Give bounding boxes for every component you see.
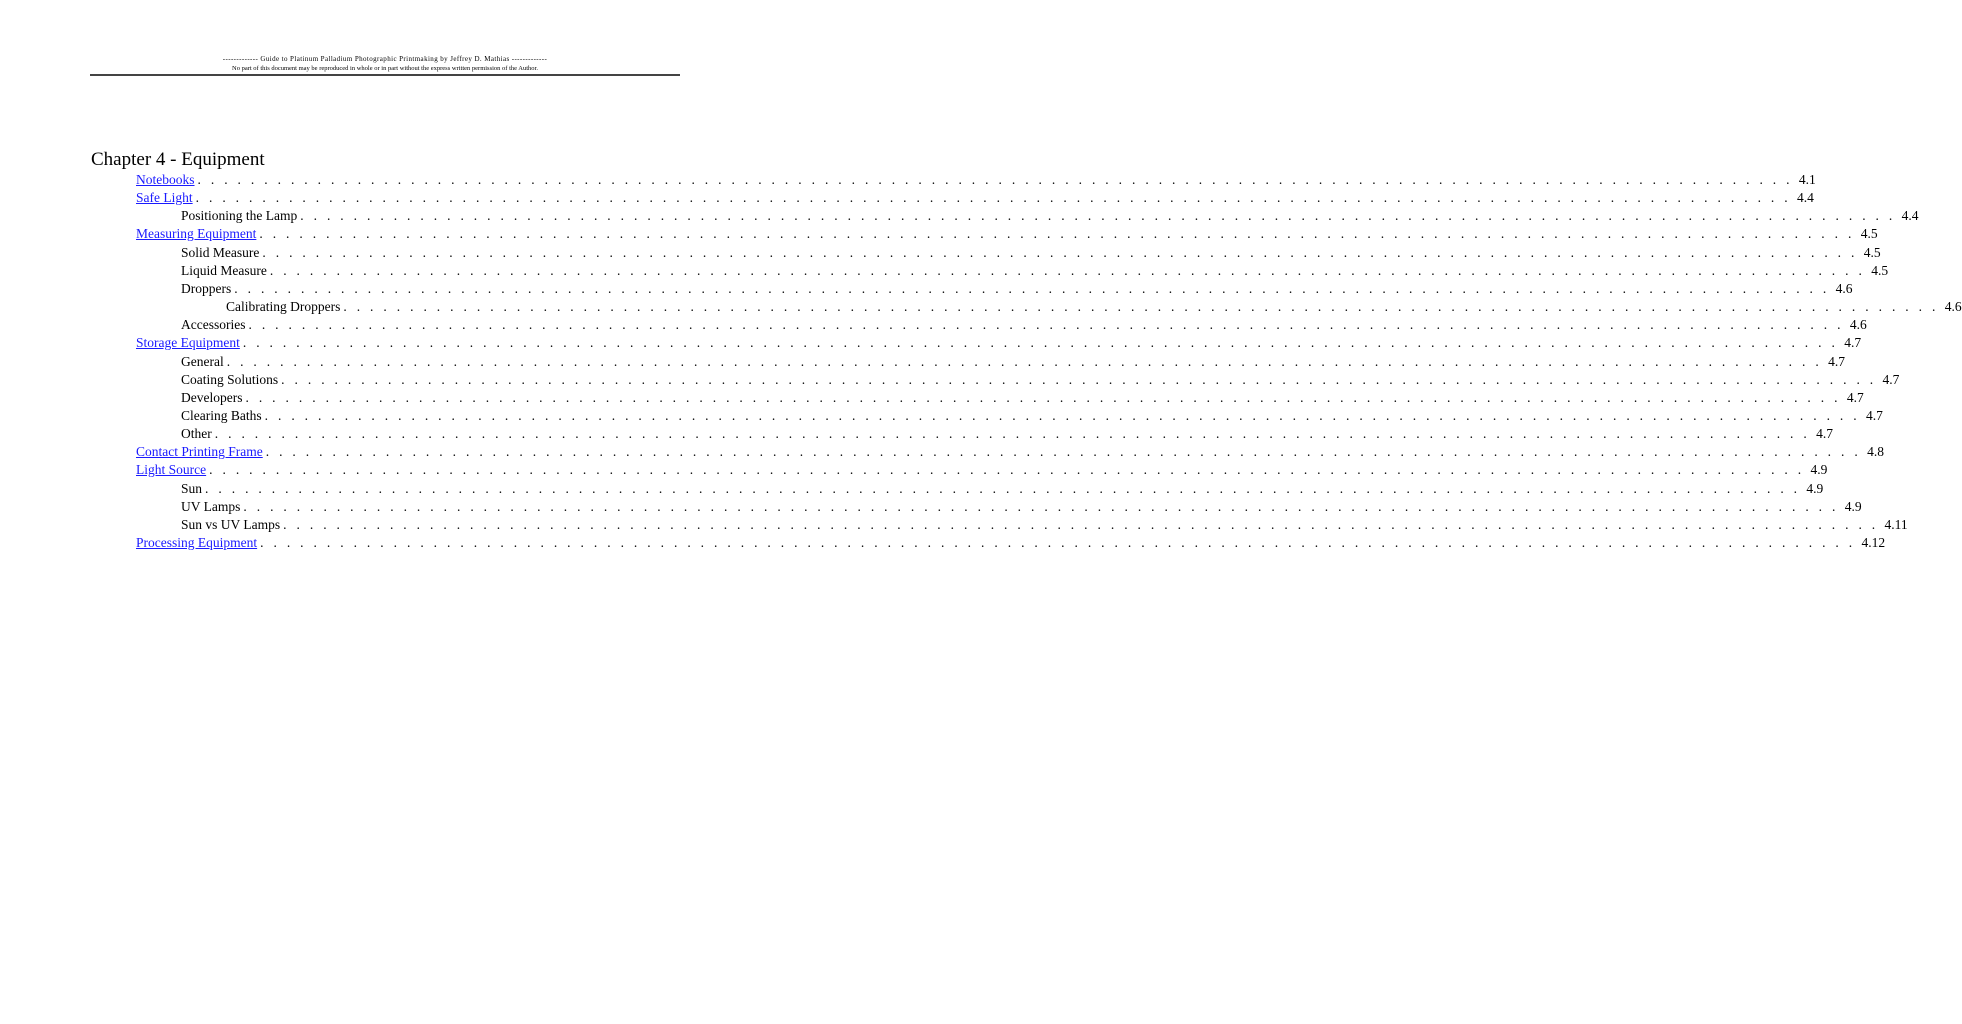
toc-leader-dots: . . . . . . . . . . . . . . . . . . . . . . . . . . . . . . . . . . . . . . . . . . . . . . . . . . . . . . . . . . . . . . . . . . . . . . . . . . . . . . . . . . . . . . . . . . . . . . . . . . . . . . . . . . . . . . . . . . . . . . . . bbox=[234, 280, 1830, 296]
toc-entry bbox=[181, 389, 1864, 407]
toc-entry bbox=[181, 353, 1845, 371]
toc-entry bbox=[181, 316, 1867, 334]
toc-link[interactable]: Processing Equipment bbox=[136, 535, 258, 550]
toc-entry[interactable] bbox=[136, 334, 1862, 352]
toc-page-number: 4.9 bbox=[1806, 480, 1824, 496]
toc-leader-dots: . . . . . . . . . . . . . . . . . . . . . . . . . . . . . . . . . . . . . . . . . . . . . . . . . . . . . . . . . . . . . . . . . . . . . . . . . . . . . . . . . . . . . . . . . . . . . . . . . . . . . . . . . . . . . . . . . . . . . . . . bbox=[343, 299, 1939, 315]
toc-page-number: 4.6 bbox=[1835, 280, 1853, 296]
toc-entry bbox=[181, 244, 1881, 262]
toc-label: Other bbox=[181, 426, 212, 442]
toc-entry bbox=[181, 262, 1889, 280]
toc-leader-dots: . . . . . . . . . . . . . . . . . . . . . . . . . . . . . . . . . . . . . . . . . . . . . . . . . . . . . . . . . . . . . . . . . . . . . . . . . . . . . . . . . . . . . . . . . . . . . . . . . . . . . . . . . . . . . . . . . . . . . . . . bbox=[248, 317, 1844, 333]
toc-page-number: 4.7 bbox=[1882, 371, 1900, 387]
toc-leader-dots: . . . . . . . . . . . . . . . . . . . . . . . . . . . . . . . . . . . . . . . . . . . . . . . . . . . . . . . . . . . . . . . . . . . . . . . . . . . . . . . . . . . . . . . . . . . . . . . . . . . . . . . . . . . . . . . . . . . . . . . . bbox=[269, 262, 1866, 278]
toc-leader-dots: . . . . . . . . . . . . . . . . . . . . . . . . . . . . . . . . . . . . . . . . . . . . . . . . . . . . . . . . . . . . . . . . . . . . . . . . . . . . . . . . . . . . . . . . . . . . . . . . . . . . . . . . . . . . . . . . . . . . . . . . bbox=[197, 172, 1793, 187]
toc-label: UV Lamps bbox=[181, 498, 241, 514]
toc-page-number: 4.12 bbox=[1861, 535, 1886, 550]
toc-leader-dots: . . . . . . . . . . . . . . . . . . . . . . . . . . . . . . . . . . . . . . . . . . . . . . . . . . . . . . . . . . . . . . . . . . . . . . . . . . . . . . . . . . . . . . . . . . . . . . . . . . . . . . . . . . . . . . . . . . . . . . . . bbox=[242, 335, 1839, 351]
toc-link[interactable]: Light Source bbox=[136, 462, 207, 478]
header-rule bbox=[90, 74, 680, 76]
header-title: ------------- Guide to Platinum Palladium Photographic Printmaking by Jeffrey D. Mathias ------------- bbox=[222, 55, 548, 63]
toc-page-number: 4.6 bbox=[1849, 317, 1867, 333]
toc-page-number: 4.1 bbox=[1798, 172, 1816, 187]
toc-link[interactable]: Safe Light bbox=[136, 190, 193, 206]
toc-label: Coating Solutions bbox=[181, 371, 279, 387]
running-header bbox=[90, 55, 680, 73]
toc-label: Sun vs UV Lamps bbox=[181, 516, 281, 532]
toc-page-number: 4.11 bbox=[1884, 516, 1908, 532]
toc-leader-dots: . . . . . . . . . . . . . . . . . . . . . . . . . . . . . . . . . . . . . . . . . . . . . . . . . . . . . . . . . . . . . . . . . . . . . . . . . . . . . . . . . . . . . . . . . . . . . . . . . . . . . . . . . . . . . . . . . . . . . . . . bbox=[214, 426, 1811, 442]
toc-leader-dots: . . . . . . . . . . . . . . . . . . . . . . . . . . . . . . . . . . . . . . . . . . . . . . . . . . . . . . . . . . . . . . . . . . . . . . . . . . . . . . . . . . . . . . . . . . . . . . . . . . . . . . . . . . . . . . . . . . . . . . . . bbox=[264, 407, 1860, 423]
toc-leader-dots: . . . . . . . . . . . . . . . . . . . . . . . . . . . . . . . . . . . . . . . . . . . . . . . . . . . . . . . . . . . . . . . . . . . . . . . . . . . . . . . . . . . . . . . . . . . . . . . . . . . . . . . . . . . . . . . . . . . . . . . . bbox=[283, 516, 1879, 532]
toc-page-number: 4.7 bbox=[1846, 389, 1864, 405]
toc-leader-dots: . . . . . . . . . . . . . . . . . . . . . . . . . . . . . . . . . . . . . . . . . . . . . . . . . . . . . . . . . . . . . . . . . . . . . . . . . . . . . . . . . . . . . . . . . . . . . . . . . . . . . . . . . . . . . . . . . . . . . . . . bbox=[300, 208, 1896, 224]
toc-entry bbox=[226, 298, 1962, 316]
toc-page-number: 4.9 bbox=[1844, 498, 1862, 514]
toc-page-number: 4.7 bbox=[1865, 407, 1883, 423]
toc-entry[interactable] bbox=[136, 461, 1828, 479]
toc-leader-dots: . . . . . . . . . . . . . . . . . . . . . . . . . . . . . . . . . . . . . . . . . . . . . . . . . . . . . . . . . . . . . . . . . . . . . . . . . . . . . . . . . . . . . . . . . . . . . . . . . . . . . . . . . . . . . . . . . . . . . . . . bbox=[262, 244, 1858, 260]
toc-entry bbox=[181, 371, 1900, 389]
toc-leader-dots: . . . . . . . . . . . . . . . . . . . . . . . . . . . . . . . . . . . . . . . . . . . . . . . . . . . . . . . . . . . . . . . . . . . . . . . . . . . . . . . . . . . . . . . . . . . . . . . . . . . . . . . . . . . . . . . . . . . . . . . . bbox=[209, 462, 1805, 478]
toc-entry bbox=[181, 498, 1862, 516]
toc-leader-dots: . . . . . . . . . . . . . . . . . . . . . . . . . . . . . . . . . . . . . . . . . . . . . . . . . . . . . . . . . . . . . . . . . . . . . . . . . . . . . . . . . . . . . . . . . . . . . . . . . . . . . . . . . . . . . . . . . . . . . . . . bbox=[260, 535, 1856, 550]
toc-label: Developers bbox=[181, 389, 243, 405]
chapter-title: Chapter 4 - Equipment bbox=[91, 149, 265, 170]
toc-page-number: 4.5 bbox=[1860, 226, 1878, 242]
toc-label: General bbox=[181, 353, 224, 369]
toc-page-number: 4.7 bbox=[1844, 335, 1862, 351]
toc-entry[interactable] bbox=[136, 534, 1886, 552]
toc-entry bbox=[181, 280, 1853, 298]
toc-page-number: 4.7 bbox=[1828, 353, 1845, 369]
toc-leader-dots: . . . . . . . . . . . . . . . . . . . . . . . . . . . . . . . . . . . . . . . . . . . . . . . . . . . . . . . . . . . . . . . . . . . . . . . . . . . . . . . . . . . . . . . . . . . . . . . . . . . . . . . . . . . . . . . . . . . . . . . . bbox=[195, 190, 1791, 206]
toc-entry[interactable] bbox=[136, 189, 1814, 207]
toc-leader-dots: . . . . . . . . . . . . . . . . . . . . . . . . . . . . . . . . . . . . . . . . . . . . . . . . . . . . . . . . . . . . . . . . . . . . . . . . . . . . . . . . . . . . . . . . . . . . . . . . . . . . . . . . . . . . . . . . . . . . . . . . bbox=[281, 371, 1877, 387]
toc-label: Accessories bbox=[181, 317, 246, 333]
toc-entry[interactable] bbox=[136, 225, 1878, 243]
toc-entry bbox=[181, 480, 1824, 498]
toc-page-number: 4.9 bbox=[1810, 462, 1828, 478]
toc-leader-dots: . . . . . . . . . . . . . . . . . . . . . . . . . . . . . . . . . . . . . . . . . . . . . . . . . . . . . . . . . . . . . . . . . . . . . . . . . . . . . . . . . . . . . . . . . . . . . . . . . . . . . . . . . . . . . . . . . . . . . . . . bbox=[265, 444, 1862, 460]
toc-page-number: 4.4 bbox=[1901, 208, 1919, 224]
toc-link[interactable]: Measuring Equipment bbox=[136, 226, 257, 242]
toc-entry[interactable] bbox=[136, 443, 1884, 461]
toc-entry bbox=[181, 207, 1919, 225]
toc-entry bbox=[181, 516, 1908, 534]
toc-label: Sun bbox=[181, 480, 203, 496]
toc-page-number: 4.8 bbox=[1867, 444, 1884, 460]
toc-leader-dots: . . . . . . . . . . . . . . . . . . . . . . . . . . . . . . . . . . . . . . . . . . . . . . . . . . . . . . . . . . . . . . . . . . . . . . . . . . . . . . . . . . . . . . . . . . . . . . . . . . . . . . . . . . . . . . . . . . . . . . . . bbox=[205, 480, 1801, 496]
toc-leader-dots: . . . . . . . . . . . . . . . . . . . . . . . . . . . . . . . . . . . . . . . . . . . . . . . . . . . . . . . . . . . . . . . . . . . . . . . . . . . . . . . . . . . . . . . . . . . . . . . . . . . . . . . . . . . . . . . . . . . . . . . . bbox=[259, 226, 1855, 242]
toc-entry bbox=[181, 425, 1833, 443]
toc-label: Droppers bbox=[181, 280, 232, 296]
toc-link[interactable]: Contact Printing Frame bbox=[136, 444, 263, 460]
toc-label: Liquid Measure bbox=[181, 262, 267, 278]
toc-label: Clearing Baths bbox=[181, 407, 262, 423]
toc-label: Solid Measure bbox=[181, 244, 260, 260]
toc-link[interactable]: Notebooks bbox=[136, 172, 195, 187]
toc-leader-dots: . . . . . . . . . . . . . . . . . . . . . . . . . . . . . . . . . . . . . . . . . . . . . . . . . . . . . . . . . . . . . . . . . . . . . . . . . . . . . . . . . . . . . . . . . . . . . . . . . . . . . . . . . . . . . . . . . . . . . . . . bbox=[226, 353, 1823, 369]
toc-link[interactable]: Storage Equipment bbox=[136, 335, 240, 351]
toc-page-number: 4.7 bbox=[1816, 426, 1833, 442]
toc-label: Positioning the Lamp bbox=[181, 208, 298, 224]
toc-page-number: 4.5 bbox=[1863, 244, 1881, 260]
toc-entry[interactable] bbox=[136, 171, 1816, 189]
toc-leader-dots: . . . . . . . . . . . . . . . . . . . . . . . . . . . . . . . . . . . . . . . . . . . . . . . . . . . . . . . . . . . . . . . . . . . . . . . . . . . . . . . . . . . . . . . . . . . . . . . . . . . . . . . . . . . . . . . . . . . . . . . . bbox=[245, 389, 1841, 405]
toc-entry bbox=[181, 407, 1883, 425]
toc-label: Calibrating Droppers bbox=[226, 299, 341, 315]
header-copyright: No part of this document may be reproduced in whole or in part without the express written permission of the Author. bbox=[232, 65, 538, 72]
toc-leader-dots: . . . . . . . . . . . . . . . . . . . . . . . . . . . . . . . . . . . . . . . . . . . . . . . . . . . . . . . . . . . . . . . . . . . . . . . . . . . . . . . . . . . . . . . . . . . . . . . . . . . . . . . . . . . . . . . . . . . . . . . . bbox=[243, 498, 1839, 514]
toc-page-number: 4.5 bbox=[1871, 262, 1889, 278]
toc-page-number: 4.4 bbox=[1796, 190, 1814, 206]
toc-page-number: 4.6 bbox=[1944, 299, 1962, 315]
